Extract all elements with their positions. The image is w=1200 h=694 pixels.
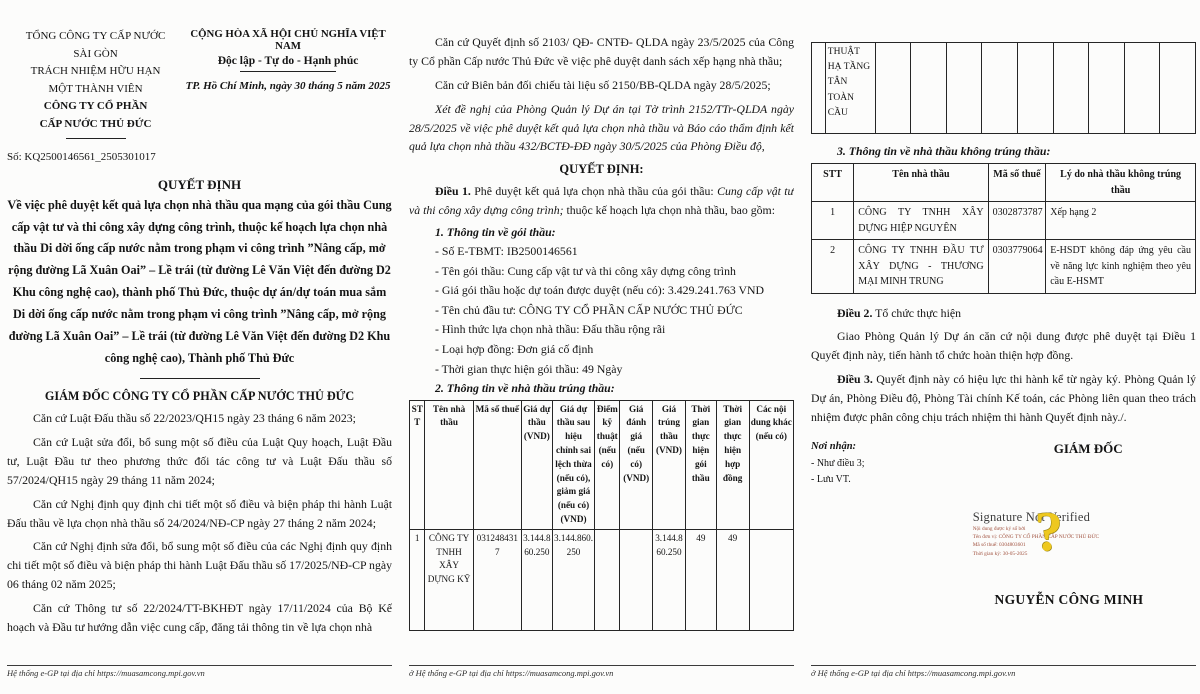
winning-bidder-table-continuation <box>811 42 1196 134</box>
article-2-heading <box>811 304 1196 323</box>
cell-stt-cont <box>812 43 826 134</box>
page-2 <box>409 28 794 694</box>
article-1-package-name: Cung cấp vật tư và thi công xây dựng công trình; <box>409 184 794 218</box>
winning-bidder-row <box>410 529 794 630</box>
recipients-block <box>811 439 980 488</box>
cell-ly-do: E-HSDT không đáp ứng yêu cầu về năng lực kinh nghiệm theo yêu cầu E-HSMT <box>1046 240 1196 294</box>
director-title: GIÁM ĐỐC <box>1053 440 1123 456</box>
unsuccessful-bidders-table <box>811 163 1196 294</box>
cell-stt: 1 <box>410 529 425 630</box>
document-title: QUYẾT ĐỊNH <box>157 176 242 192</box>
page-1-body <box>7 28 392 665</box>
page-3 <box>811 28 1196 694</box>
org-line: SÀI GÒN <box>73 47 118 60</box>
cell-ten-nha-thau: CÔNG TY TNHH XÂY DỰNG HIỆP NGUYÊN <box>854 202 988 240</box>
cell-thoi-gian-hop-dong: 49 <box>716 529 749 630</box>
recipient-item: - Lưu VT. <box>811 473 851 485</box>
issuer-heading: GIÁM ĐỐC CÔNG TY CỔ PHẦN CẤP NƯỚC THỦ ĐỨC <box>44 389 355 404</box>
cell-ma-so-thue: 0312484317 <box>473 529 521 630</box>
basis-paragraph: Căn cứ Quyết định số 2103/ QĐ- CNTĐ- QLDA ngày 23/5/2025 của Công ty Cổ phần Cấp nước Thủ Đức về việc phê duyệt danh sách xếp hạng nhà thầu; <box>409 35 794 68</box>
col-header-thoi-gian-goi-thau: Thời gian thực hiện gói thầu <box>685 400 716 529</box>
org-line: TỔNG CÔNG TY CẤP NƯỚC <box>25 30 166 42</box>
proposal-paragraph: Xét đề nghị của Phòng Quản lý Dự án tại Tờ trình 2152/TTr-QLDA ngày 28/5/2025 về việc phê duyệt kết quả lựa chọn nhà thầu và Báo cáo thẩm định kết quả lựa chọn nhà thầu 432/BCTĐ-ĐĐ ngày 30/5/2025 của Phòng Điều độ, <box>409 101 794 154</box>
col-header-ten-nha-thau: Tên nhà thầu <box>425 400 473 529</box>
article-2-body: Giao Phòng Quản lý Dự án căn cứ nội dung được phê duyệt tại Điều 1 Quyết định này, tiến hành tổ chức hoàn thiện hợp đồng. <box>811 329 1196 363</box>
org-underline <box>66 138 126 139</box>
article-1-paragraph <box>409 182 794 220</box>
cell-empty <box>911 43 947 134</box>
col-header-ly-do: Lý do nhà thầu không trúng thầu <box>1046 164 1196 202</box>
signature-detail-line: Mã số thuế: 0304803601 <box>972 542 1026 549</box>
unsuccessful-header-row <box>812 164 1196 202</box>
unsuccessful-row <box>812 202 1196 240</box>
page-1 <box>7 28 392 694</box>
cell-empty <box>1124 43 1160 134</box>
cell-empty <box>1053 43 1089 134</box>
package-info-item: - Loại hợp đồng: Đơn giá cố định <box>435 341 594 356</box>
cell-stt: 1 <box>812 202 854 240</box>
article-1-text-post: thuộc kế hoạch lựa chọn nhà thầu, bao gồm: <box>563 203 775 218</box>
legal-basis-paragraph: Căn cứ Nghị định sửa đổi, bổ sung một số điều của các Nghị định quy định chi tiết một số điều và biện pháp thi hành Luật Đấu thầu số 17/2025/NĐ-CP ngày 06 tháng 02 năm 2025; <box>7 539 392 592</box>
cell-ten-nha-thau-cont: THUẬT HẠ TẦNG TÂN TOÀN CẦU <box>825 43 875 134</box>
cell-noi-dung-khac <box>749 529 793 630</box>
cell-empty <box>1089 43 1125 134</box>
col-header-ten-nha-thau: Tên nhà thầu <box>854 164 988 202</box>
package-info-item: - Số E-TBMT: IB2500146561 <box>435 244 578 258</box>
col-header-gia-du-thau: Giá dự thầu (VND) <box>521 400 552 529</box>
col-header-gia-trung-thau: Giá trúng thầu (VND) <box>653 400 686 529</box>
unsuccessful-row <box>812 240 1196 294</box>
page-2-body <box>409 28 794 665</box>
digital-signature-stamp <box>972 500 1196 582</box>
signature-detail-line: Nội dung được ký số bởi <box>972 525 1026 532</box>
question-mark-icon: ? <box>1034 500 1063 563</box>
col-header-ma-so-thue: Mã số thuế <box>988 164 1046 202</box>
org-line: TRÁCH NHIỆM HỮU HẠN <box>30 65 161 78</box>
section-2-heading: 2. Thông tin về nhà thầu trúng thầu: <box>435 380 615 395</box>
signer-name: NGUYỄN CÔNG MINH <box>994 591 1144 607</box>
signature-status-text: Signature Not Verified <box>972 509 1091 524</box>
col-header-gia-danh-gia: Giá đánh giá (nếu có) (VND) <box>620 400 653 529</box>
article-1-text-pre: Phê duyệt kết quả lựa chọn nhà thầu của gói thầu: <box>470 184 718 199</box>
cell-ma-so-thue: 0302873787 <box>988 202 1046 240</box>
package-info-item: - Thời gian thực hiện gói thầu: 49 Ngày <box>435 361 623 376</box>
legal-basis-paragraph: Căn cứ Thông tư số 22/2024/TT-BKHĐT ngày 17/11/2024 của Bộ Kế hoạch và Đầu tư hướng dẫn việc cung cấp, đăng tải thông tin về lựa chọn nhà <box>7 601 392 634</box>
cell-stt: 2 <box>812 240 854 294</box>
cell-ly-do: Xếp hạng 2 <box>1046 202 1196 240</box>
legal-basis-paragraph: Căn cứ Luật Đấu thầu số 22/2023/QH15 ngày 23 tháng 6 năm 2023; <box>33 411 356 426</box>
article-3-label: Điều 3. <box>837 372 873 387</box>
motto-underline <box>240 71 336 72</box>
section-1-heading: 1. Thông tin về gói thầu: <box>435 225 556 239</box>
article-1-label: Điều 1. <box>435 184 471 199</box>
article-3-body-text: Quyết định này có hiệu lực thi hành kể từ ngày ký. Phòng Quản lý Dự án, Phòng Điều độ, Phòng Tài chính Kế toán, các Phòng liên quan theo trách nhiệm được phân công chịu trách nhiệm thi hành Quyết định này./. <box>811 372 1196 424</box>
cell-gia-danh-gia <box>620 529 653 630</box>
winning-bidder-header-row <box>410 400 794 529</box>
cell-empty <box>1017 43 1053 134</box>
recipient-item: - Như điều 3; <box>811 457 865 469</box>
place-date-line: TP. Hồ Chí Minh, ngày 30 tháng 5 năm 2025 <box>185 80 391 92</box>
cell-diem-ky-thuat <box>595 529 620 630</box>
motto-line: Độc lập - Tự do - Hạnh phúc <box>217 55 359 67</box>
cell-thoi-gian-goi-thau: 49 <box>685 529 716 630</box>
country-line: CỘNG HÒA XÃ HỘI CHỦ NGHĨA VIỆT NAM <box>190 28 386 52</box>
issuing-org-block <box>7 28 184 139</box>
page-3-footer: ở Hệ thống e-GP tại địa chỉ https://muasamcong.mpi.gov.vn <box>811 665 1196 694</box>
package-info-item: - Tên chủ đầu tư: CÔNG TY CỔ PHẦN CẤP NƯỚC THỦ ĐỨC <box>435 302 743 317</box>
page-1-header <box>7 28 392 139</box>
package-info-item: - Giá gói thầu hoặc dự toán được duyệt (nếu có): 3.429.241.763 VND <box>435 283 765 298</box>
col-header-ma-so-thue: Mã số thuế <box>473 400 521 529</box>
winning-bidder-table <box>409 400 794 631</box>
col-header-stt: STT <box>410 400 425 529</box>
signature-section <box>811 439 1196 488</box>
decision-heading: QUYẾT ĐỊNH: <box>559 162 644 177</box>
org-name-bold: CẤP NƯỚC THỦ ĐỨC <box>39 117 152 130</box>
document-number: Số: KQ2500146561_2505301017 <box>7 150 156 163</box>
cell-empty <box>982 43 1018 134</box>
cell-ten-nha-thau: CÔNG TY TNHH XÂY DỰNG KỸ <box>425 529 473 630</box>
article-2-title: Tổ chức thực hiện <box>872 305 961 320</box>
basis-paragraph: Căn cứ Biên bản đối chiếu tài liệu số 2150/BB-QLDA ngày 28/5/2025; <box>435 77 771 92</box>
page-3-body <box>811 28 1196 665</box>
cell-gia-sau-hieu-chinh: 3.144.860.250 <box>552 529 594 630</box>
cell-ten-nha-thau: CÔNG TY TNHH ĐẦU TƯ XÂY DỰNG - THƯƠNG MẠI MINH TRUNG <box>854 240 988 294</box>
cell-empty <box>875 43 911 134</box>
cell-ma-so-thue: 0303779064 <box>988 240 1046 294</box>
page-2-footer: ở Hệ thống e-GP tại địa chỉ https://muasamcong.mpi.gov.vn <box>409 665 794 694</box>
signature-detail-line: Tên đơn vị: CÔNG TY CỔ PHẦN CẤP NƯỚC THỦ ĐỨC <box>972 533 1100 540</box>
col-header-stt: STT <box>812 164 854 202</box>
package-info-item: - Tên gói thầu: Cung cấp vật tư và thi công xây dựng công trình <box>435 263 736 278</box>
recipients-label: Nơi nhận: <box>811 440 857 452</box>
document-subject: Về việc phê duyệt kết quả lựa chọn nhà thầu qua mạng của gói thầu Cung cấp vật tư và thi công xây dựng công trình, thuộc kế hoạch lựa chọn nhà thầu Di dời ống cấp nước nằm trong phạm vi công trình ”Nâng cấp, mở rộng đường Lã Xuân Oai” – Lề trái (từ đường Lê Văn Việt đến đường D2 Khu công nghệ cao), thành phố Thủ Đức, thuộc dự án/dự toán mua sắm Di dời ống cấp nước nằm trong phạm vi công trình ”Nâng cấp, mở rộng đường Lã Xuân Oai” – Lề trái (từ đường Lê Văn Việt đến đường D2 Khu công nghệ cao), Thành phố Thủ Đức <box>7 197 392 366</box>
legal-basis-paragraph: Căn cứ Nghị định quy định chi tiết một số điều và biện pháp thi hành Luật Đấu thầu về lựa chọn nhà thầu số 24/2024/NĐ-CP ngày 27 tháng 2 năm 2024; <box>7 496 392 530</box>
org-line: MỘT THÀNH VIÊN <box>48 82 143 95</box>
section-3-heading: 3. Thông tin về nhà thầu không trúng thầu: <box>837 144 1051 158</box>
col-header-gia-sau-hieu-chinh: Giá dự thầu sau hiệu chỉnh sai lệch thừa (nếu có), giảm giá (nếu có) (VND) <box>552 400 594 529</box>
page-1-footer: Hệ thống e-GP tại địa chỉ https://muasamcong.mpi.gov.vn <box>7 665 392 694</box>
subject-underline <box>140 378 260 379</box>
col-header-thoi-gian-hop-dong: Thời gian thực hiện hợp đồng <box>716 400 749 529</box>
article-3-paragraph <box>811 370 1196 427</box>
cell-gia-du-thau: 3.144.860.250 <box>521 529 552 630</box>
col-header-diem-ky-thuat: Điểm kỹ thuật (nếu có) <box>595 400 620 529</box>
col-header-noi-dung-khac: Các nội dung khác (nếu có) <box>749 400 793 529</box>
national-motto-block <box>184 28 392 139</box>
legal-basis-paragraph: Căn cứ Luật sửa đổi, bổ sung một số điều của Luật Quy hoạch, Luật Đầu tư, Luật Đầu tư theo phương thức đối tác công tư và Luật Đấu thầu số 57/2024/QH15 ngày 29 tháng 11 năm 2024; <box>7 435 392 487</box>
article-2-label: Điều 2. <box>837 305 873 320</box>
signature-detail-line: Thời gian ký: 30-05-2025 <box>972 550 1028 557</box>
cell-empty <box>1160 43 1196 134</box>
org-name-bold: CÔNG TY CỔ PHẦN <box>43 100 148 113</box>
cell-gia-trung-thau: 3.144.860.250 <box>653 529 686 630</box>
cell-empty <box>946 43 982 134</box>
continuation-row <box>812 43 1196 134</box>
package-info-item: - Hình thức lựa chọn nhà thầu: Đấu thầu rộng rãi <box>435 322 666 337</box>
